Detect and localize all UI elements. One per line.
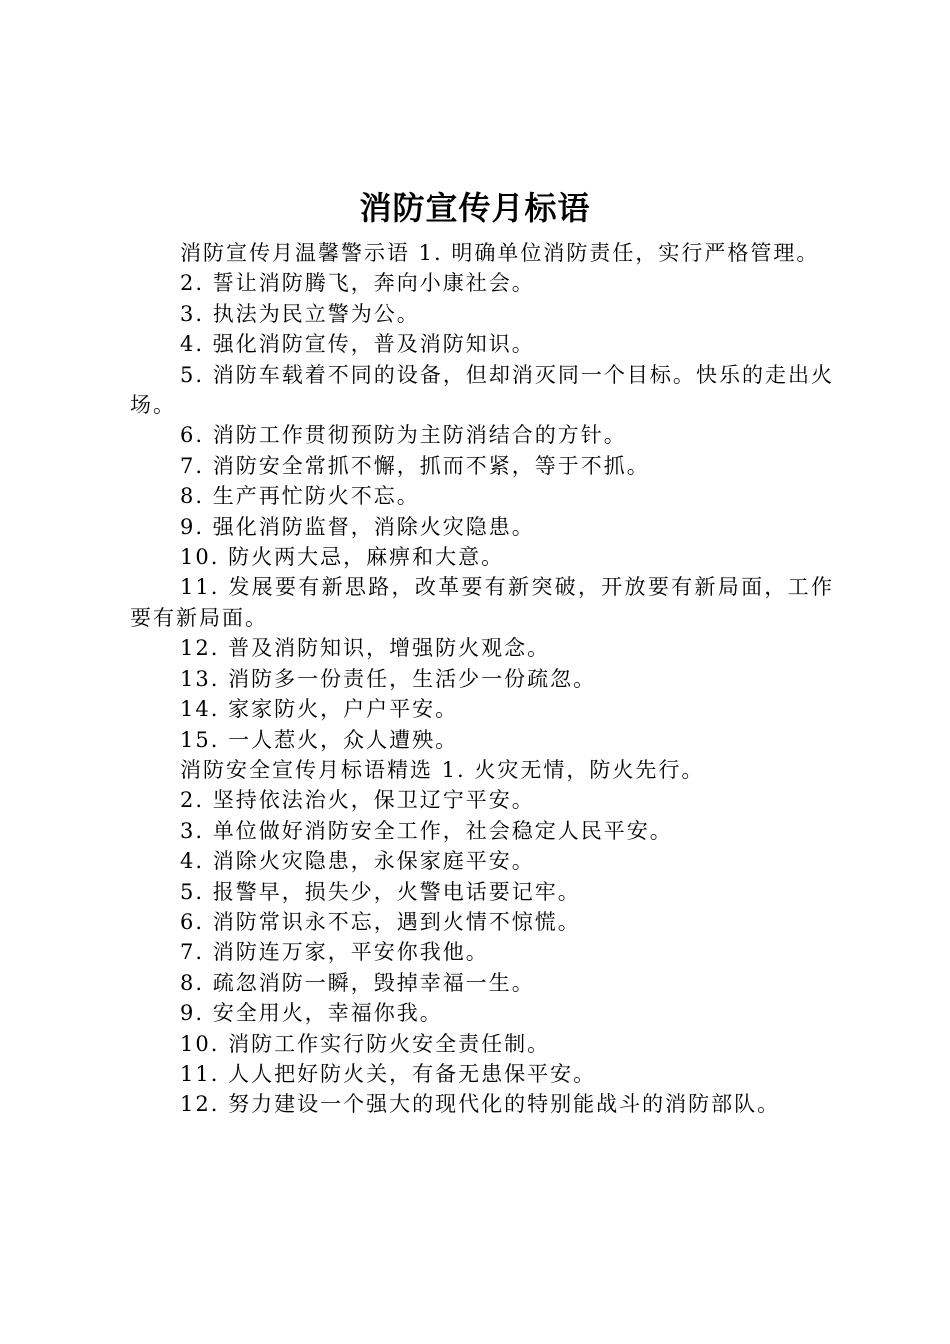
paragraph: 7. 消防安全常抓不懈，抓而不紧，等于不抓。	[180, 453, 650, 478]
paragraph: 13. 消防多一份责任，生活少一份疏忽。	[180, 666, 597, 691]
paragraph: 7. 消防连万家，平安你我他。	[180, 940, 489, 965]
paragraph: 6. 消防工作贯彻预防为主防消结合的方针。	[180, 423, 627, 448]
paragraph: 10. 消防工作实行防火安全责任制。	[180, 1031, 551, 1056]
paragraph: 4. 强化消防宣传，普及消防知识。	[180, 332, 535, 357]
paragraph: 5. 报警早，损失少，火警电话要记牢。	[180, 879, 581, 904]
paragraph: 15. 一人惹火，众人遭殃。	[180, 727, 459, 752]
paragraph: 11. 人人把好防火关，有备无患保平安。	[180, 1061, 597, 1086]
document-title: 消防宣传月标语	[359, 189, 591, 227]
paragraph: 14. 家家防火，户户平安。	[180, 697, 459, 722]
paragraph: 8. 疏忽消防一瞬，毁掉幸福一生。	[180, 970, 535, 995]
paragraph: 4. 消除火灾隐患，永保家庭平安。	[180, 849, 535, 874]
paragraph: 6. 消防常识永不忘，遇到火情不惊慌。	[180, 909, 581, 934]
paragraph: 3. 单位做好消防安全工作，社会稳定人民平安。	[180, 818, 673, 843]
paragraph: 12. 努力建设一个强大的现代化的特别能战斗的消防部队。	[180, 1092, 781, 1117]
paragraph: 消防宣传月温馨警示语 1. 明确单位消防责任，实行严格管理。	[180, 241, 820, 265]
paragraph: 11. 发展要有新思路，改革要有新突破，开放要有新局面，工作要有新局面。	[130, 575, 834, 630]
paragraph: 8. 生产再忙防火不忘。	[180, 484, 420, 509]
paragraph: 2. 誓让消防腾飞，奔向小康社会。	[180, 271, 535, 296]
paragraph: 5. 消防车载着不同的设备，但却消灭同一个目标。快乐的走出火场。	[130, 362, 834, 418]
paragraph: 9. 安全用火，幸福你我。	[180, 1001, 443, 1026]
paragraph: 3. 执法为民立警为公。	[180, 301, 420, 326]
paragraph: 9. 强化消防监督，消除火灾隐患。	[180, 514, 535, 539]
paragraph: 10. 防火两大忌，麻痹和大意。	[180, 545, 505, 570]
document-body	[130, 238, 834, 1120]
paragraph: 12. 普及消防知识，增强防火观念。	[180, 636, 551, 661]
paragraph: 消防安全宣传月标语精选 1. 火灾无情，防火先行。	[180, 757, 705, 782]
paragraph: 2. 坚持依法治火，保卫辽宁平安。	[180, 788, 535, 813]
